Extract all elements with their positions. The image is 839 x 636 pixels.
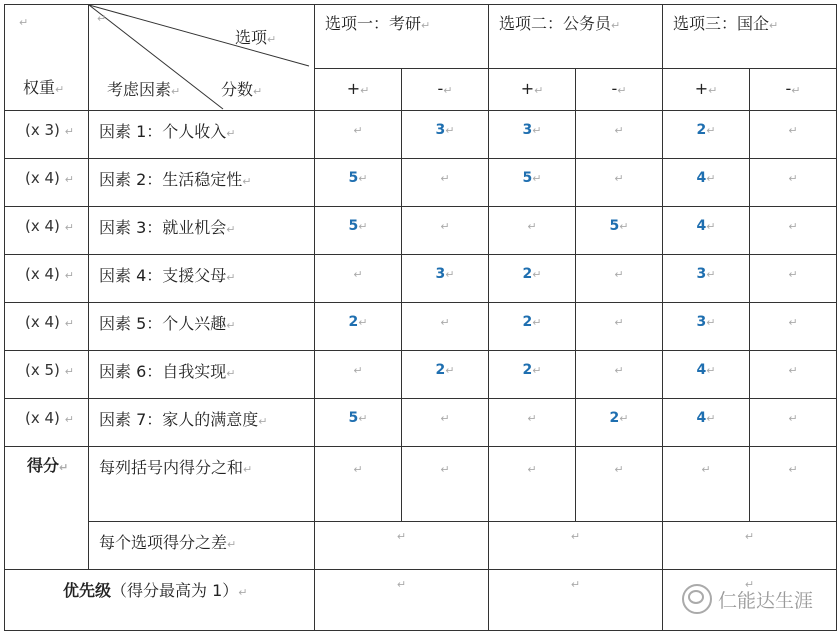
score-cell: 2↵: [489, 303, 576, 351]
sum-cell: ↵: [576, 447, 663, 522]
wechat-logo-icon: [682, 584, 712, 614]
factors-label: 考虑因素↵: [107, 80, 181, 99]
score-cell: 3↵: [402, 111, 489, 159]
score-cell: 2↵: [402, 351, 489, 399]
option3-plus: +↵: [663, 69, 750, 111]
option1-minus: -↵: [402, 69, 489, 111]
score-row-label: 得分↵: [27, 456, 69, 475]
score-cell: ↵: [315, 351, 402, 399]
score-cell: ↵: [750, 159, 837, 207]
score-cell: 2↵: [315, 303, 402, 351]
score-cell: ↵: [750, 303, 837, 351]
weight-cell: (x 3) ↵: [5, 111, 89, 159]
option3-diff-cell: ↵: [663, 522, 837, 570]
factor-cell: 因素 5：个人兴趣↵: [89, 303, 315, 351]
factor-cell: 因素 3：就业机会↵: [89, 207, 315, 255]
weight-cell: (x 4) ↵: [5, 255, 89, 303]
score-cell: ↵: [576, 159, 663, 207]
score-cell: ↵: [315, 255, 402, 303]
option2-priority-cell: ↵: [489, 570, 663, 631]
option3-priority-cell: ↵: [663, 570, 837, 631]
score-label: 分数↵: [221, 80, 263, 99]
factor-row: [5, 159, 837, 207]
score-cell: ↵: [576, 303, 663, 351]
score-cell: 5↵: [315, 159, 402, 207]
priority-label-cell: [5, 570, 315, 631]
diagonal-header-cell: [89, 5, 315, 111]
options-label: 选项↵: [235, 28, 277, 47]
option2-minus: -↵: [576, 69, 663, 111]
factor-row: [5, 303, 837, 351]
score-cell: 4↵: [663, 207, 750, 255]
score-cell: ↵: [402, 303, 489, 351]
para-mark: ↵: [97, 12, 107, 25]
sum-cell: ↵: [489, 447, 576, 522]
option1-priority-cell: ↵: [315, 570, 489, 631]
factor-cell: 因素 2：生活稳定性↵: [89, 159, 315, 207]
weight-cell: (x 4) ↵: [5, 303, 89, 351]
weight-header: 权重↵: [23, 78, 65, 97]
weight-cell: (x 4) ↵: [5, 399, 89, 447]
score-cell: 4↵: [663, 399, 750, 447]
diff-label-cell: 每个选项得分之差↵: [89, 522, 315, 570]
factor-row: [5, 351, 837, 399]
score-cell: ↵: [750, 207, 837, 255]
weight-header-cell: [5, 5, 89, 111]
option2-header: 选项二：公务员↵: [489, 5, 663, 69]
score-cell: 3↵: [663, 255, 750, 303]
score-cell: 5↵: [489, 159, 576, 207]
weight-cell: (x 5) ↵: [5, 351, 89, 399]
score-cell: ↵: [576, 111, 663, 159]
score-cell: 2↵: [489, 255, 576, 303]
option1-diff-cell: ↵: [315, 522, 489, 570]
factor-row: [5, 207, 837, 255]
score-cell: 3↵: [663, 303, 750, 351]
factor-row: [5, 111, 837, 159]
score-cell: 5↵: [576, 207, 663, 255]
option2-diff-cell: ↵: [489, 522, 663, 570]
score-cell: ↵: [402, 159, 489, 207]
score-cell: ↵: [750, 399, 837, 447]
factor-row: [5, 255, 837, 303]
option1-plus: +↵: [315, 69, 402, 111]
score-cell: ↵: [576, 255, 663, 303]
option1-header: 选项一：考研↵: [315, 5, 489, 69]
score-cell: 2↵: [489, 351, 576, 399]
score-cell: 5↵: [315, 399, 402, 447]
sum-cell: ↵: [402, 447, 489, 522]
weight-cell: (x 4) ↵: [5, 159, 89, 207]
score-cell: ↵: [489, 207, 576, 255]
score-cell: 5↵: [315, 207, 402, 255]
option3-header: 选项三：国企↵: [663, 5, 837, 69]
score-cell: 2↵: [663, 111, 750, 159]
option3-minus: -↵: [750, 69, 837, 111]
weight-cell: (x 4) ↵: [5, 207, 89, 255]
factor-cell: 因素 4：支援父母↵: [89, 255, 315, 303]
score-cell: 2↵: [576, 399, 663, 447]
score-cell: ↵: [750, 111, 837, 159]
factor-cell: 因素 7：家人的满意度↵: [89, 399, 315, 447]
para-mark: ↵: [19, 16, 29, 29]
score-cell: 4↵: [663, 351, 750, 399]
score-cell: ↵: [750, 255, 837, 303]
score-cell: ↵: [489, 399, 576, 447]
factor-cell: 因素 1：个人收入↵: [89, 111, 315, 159]
factor-cell: 因素 6：自我实现↵: [89, 351, 315, 399]
priority-label: 优先级（得分最高为 1）↵: [63, 581, 248, 600]
sum-cell: ↵: [315, 447, 402, 522]
sum-cell: ↵: [663, 447, 750, 522]
score-cell: ↵: [576, 351, 663, 399]
score-cell: 3↵: [489, 111, 576, 159]
score-cell: 4↵: [663, 159, 750, 207]
factor-row: [5, 399, 837, 447]
score-cell: ↵: [402, 207, 489, 255]
sum-label-cell: 每列括号内得分之和↵: [89, 447, 315, 522]
score-cell: 3↵: [402, 255, 489, 303]
score-cell: ↵: [750, 351, 837, 399]
option2-plus: +↵: [489, 69, 576, 111]
decision-matrix-table: [4, 4, 837, 631]
score-label-cell: [5, 447, 89, 570]
score-cell: ↵: [315, 111, 402, 159]
sum-cell: ↵: [750, 447, 837, 522]
score-cell: ↵: [402, 399, 489, 447]
watermark: 仁能达生涯: [682, 584, 813, 614]
